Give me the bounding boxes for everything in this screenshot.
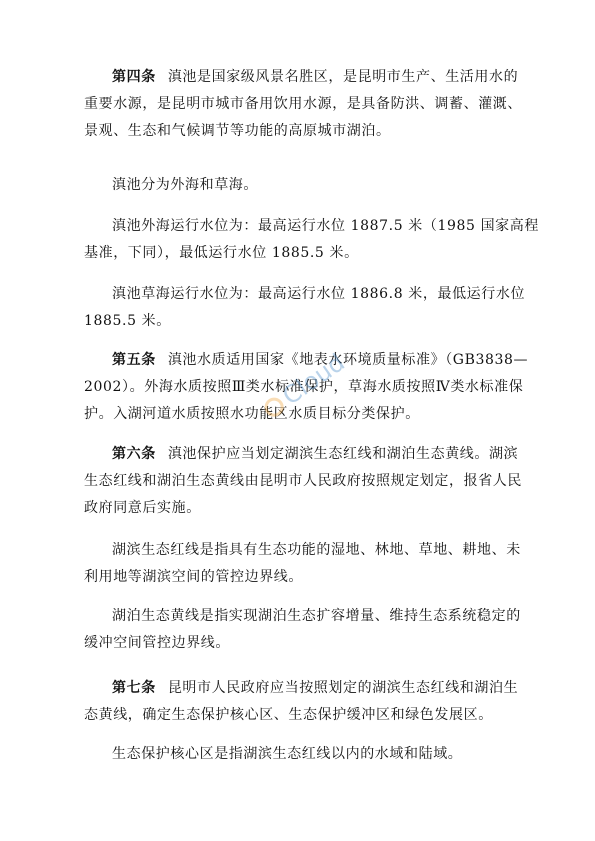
para-line: 政府同意后实施。 bbox=[84, 500, 201, 516]
para-line bbox=[84, 64, 519, 91]
line-text: 滇池水质适用国家《地表水环境质量标准》（GB3838— bbox=[167, 352, 529, 368]
lake-division-para bbox=[84, 172, 516, 199]
para-line: 重要水源，是昆明市城市备用饮用水源，是具备防洪、调蓄、灌溉、 bbox=[84, 96, 522, 112]
para-line: 滇池草海运行水位为：最高运行水位 1886.8 米，最低运行水位 bbox=[112, 286, 526, 302]
core-zone-para bbox=[84, 741, 516, 768]
para-line: 利用地等湖滨空间的管控边界线。 bbox=[84, 569, 303, 585]
watermark-text: Cloud bbox=[277, 348, 350, 411]
line-text: 滇池是国家级风景名胜区，是昆明市生产、生活用水的 bbox=[167, 69, 519, 85]
para-line: 基准，下同），最低运行水位 1885.5 米。 bbox=[84, 245, 359, 261]
para-line: 缓冲空间管控边界线。 bbox=[84, 635, 230, 651]
para-line bbox=[84, 347, 529, 374]
para-line: 态黄线，确定生态保护核心区、生态保护缓冲区和绿色发展区。 bbox=[84, 707, 493, 723]
para-line: 2002）。外海水质按照Ⅲ类水标准保护，草海水质按照Ⅳ类水标准保 bbox=[84, 379, 524, 395]
article-5-para bbox=[84, 347, 529, 428]
red-line-definition-para bbox=[84, 537, 521, 591]
article-6-para bbox=[84, 441, 522, 522]
para-line bbox=[84, 441, 519, 468]
para-line: 景观、生态和气候调节等功能的高原城市湖泊。 bbox=[84, 123, 391, 139]
article-4-para bbox=[84, 64, 522, 145]
line-text: 昆明市人民政府应当按照划定的湖滨生态红线和湖泊生 bbox=[167, 680, 519, 696]
caohai-level-para bbox=[84, 281, 526, 335]
article-number: 第六条 bbox=[112, 446, 156, 462]
article-number: 第七条 bbox=[112, 680, 156, 696]
para-line: 湖滨生态红线是指具有生态功能的湿地、林地、草地、耕地、未 bbox=[112, 542, 521, 558]
line-text: 滇池保护应当划定湖滨生态红线和湖泊生态黄线。湖滨 bbox=[167, 446, 519, 462]
para-line: 滇池外海运行水位为：最高运行水位 1887.5 米（1985 国家高程 bbox=[112, 218, 539, 234]
article-number: 第四条 bbox=[112, 69, 156, 85]
para-line: 生态红线和湖泊生态黄线由昆明市人民政府按照规定划定，报省人民 bbox=[84, 473, 522, 489]
para-line: 护。入湖河道水质按照水功能区水质目标分类保护。 bbox=[84, 406, 420, 422]
para-line: 滇池分为外海和草海。 bbox=[112, 177, 258, 193]
article-number: 第五条 bbox=[112, 352, 156, 368]
para-line: 生态保护核心区是指湖滨生态红线以内的水域和陆域。 bbox=[112, 746, 463, 762]
para-line: 湖泊生态黄线是指实现湖泊生态扩容增量、维持生态系统稳定的 bbox=[112, 608, 521, 624]
yellow-line-definition-para bbox=[84, 603, 521, 657]
para-line bbox=[84, 675, 519, 702]
para-line: 1885.5 米。 bbox=[84, 313, 171, 329]
article-7-para bbox=[84, 675, 519, 729]
outer-lake-level-para bbox=[84, 213, 539, 267]
